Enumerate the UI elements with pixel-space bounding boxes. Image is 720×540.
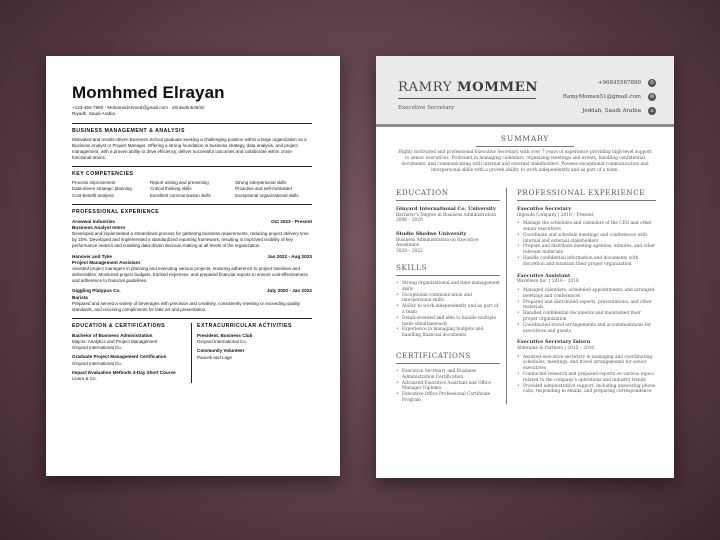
competency-item: Excellent communication skills [150,192,211,198]
job-company: Arowwai Industries [72,218,115,224]
job-title: Executive Secretary [517,206,572,212]
job-description: Prepared and served a variety of beverages with precision and creativity, consistently meeting or exceeding quality standards, and receiving compliments for latte art and presentation. [72,300,301,312]
job-company: Warellere Inc. | 2016 – 2018 [517,279,579,285]
list-item: • Detail-oriented and able to handle multiple tasks simultaneously [396,316,500,328]
competency-item: Critical thinking skills [150,186,192,192]
job-company: Hanover and Tyke [72,253,113,259]
certifications-list [396,369,500,404]
education-detail: Majors: Analytics and Project Management [72,338,158,344]
education-school: Ginyard International Co. University [396,206,496,212]
contact-text: Jeddah, Saudi Arabia [582,107,641,114]
list-item: • Assisted executive secretary in managing and coordinating schedules, meetings, and travel arrangements for senior executives [517,355,656,372]
education-column [72,323,191,382]
resume-subtitle: Executive Secretary [398,105,455,111]
job-bullets [517,221,656,267]
competency-item: Cost-benefit analysis [72,192,114,198]
list-item: • Ability to work independently and as part of a team [396,304,500,316]
list-item: • Experience in managing budgets and handling financial documents [396,327,500,339]
job-role: Business Analyst Intern [72,225,126,231]
job-description: Assisted project managers in planning and executing various projects, ensuring adherence to project timelines and deliverables. Monitored project budgets, tracked expenses, and prepared financial reports to ensure cost-effectiveness and adherence to financial guidelines. [72,266,308,284]
job-entry [517,339,656,395]
section-heading-education: EDUCATION [396,188,449,197]
divider [72,204,312,205]
job-dates: Oct 2023 - Present [271,218,312,224]
list-item: • Handled confidential documents and maintained their proper organization [517,311,656,323]
section-heading-summary: SUMMARY [500,134,550,143]
divider [398,98,536,99]
activities-column [191,323,312,382]
contact-location: Riyadh, Saudi Arabia [72,111,115,117]
resume-header [376,56,674,124]
first-name: RAMRY [398,80,453,95]
list-item: • Executive Office Professional Certificate Program [396,392,500,404]
header-band [376,124,674,127]
education-detail: Ginyard International Co. [72,344,123,350]
summary-text: Motivated and results-driven Business School graduate seeking a challenging position within a large organization as a Business Analyst or Project Manager. Offering a strong foundation in business strategy, data analysis, and project management, with a proven ability to drive efficiency, deliver successful outcomes and collaborate within cross-functional teams. [72,136,307,161]
divider [396,200,500,201]
job-company: Giggling Platypus Co. [72,288,121,294]
competency-item: Exceptional organizational skills [235,192,299,198]
activity-detail: Paucek and Lage [197,354,233,360]
job-role: Barista [72,294,88,300]
contact-info [72,105,312,118]
resume-body [376,188,674,404]
location-icon: ⌂ [648,107,656,115]
divider [396,275,500,276]
contact-info [563,78,656,120]
contact-email [563,92,656,101]
job-entry [72,254,312,285]
job-entry [517,273,656,335]
list-item: • Coordinate and schedule meetings and conferences with internal and external stakeholders [517,233,656,245]
job-entry [72,288,312,313]
education-detail: Ginyard International Co. [72,360,123,366]
education-degree: Bachelor's Degree in Business Administration [396,212,496,218]
job-dates: Jan 2022 - Aug 2023 [267,253,312,259]
competency-item: Proactive and self-motivated [235,186,292,192]
email-icon: ✉ [649,93,655,100]
list-item: • Exceptional communication and interpersonal skills [396,293,500,305]
list-item: • Coordinated travel arrangements and accommodations for executives and guests [517,323,656,335]
phone-icon: ✆ [649,79,655,86]
education-years: 2006 – 2020 [396,218,423,224]
divider [396,363,500,364]
list-item: • Managed calendars, scheduled appointments, and arranged meetings and conferences [517,288,656,300]
job-title: Executive Secretary Intern [517,339,591,346]
divider [72,318,312,319]
section-heading-summary: BUSINESS MANAGEMENT & ANALYSIS [72,127,185,134]
section-heading-certifications: CERTIFICATIONS [396,350,471,360]
job-dates: July 2020 - Jan 2022 [266,288,312,294]
list-item: • Prepare and distribute meeting agendas, minutes, and other relevant materials [517,244,656,256]
list-item: • Handle confidential information and documents with discretion and maintain their proper organization [517,256,656,268]
contact-location [563,106,656,115]
contact-text: RamyMomen51@gmail.com [562,93,641,100]
section-heading-experience: PROFESSIONAL EXPERIENCE [517,188,646,197]
activity-title: President, Business Club [197,332,253,338]
job-description: Developed and implemented a streamlined process for gathering business requirements, reducing project delivery time by 15%. Developed and implemented a standardized reporting framework, resulting in improved visibility of key performance metrics and enabling data-driven decision-making at all levels of the organization. [72,231,309,249]
list-item: • Strong organizational and time-management skills [396,281,500,293]
job-company: Alderaine & Partners | 2015 – 2016 [517,345,595,351]
education-title: Bachelor of Business Administration [72,332,153,338]
bottom-columns [72,323,312,382]
section-heading-skills: SKILLS [396,262,428,272]
contact-phone [563,78,656,87]
activity-detail: Ginyard International Co. [197,338,248,344]
job-company: Ingoude Company | 2016 – Present [517,212,594,218]
resume-right [376,56,674,478]
competency-item: Strong interpersonal skills [235,180,287,186]
education-detail: Licero & Co. [72,376,97,382]
job-bullets [517,355,656,396]
right-column [506,188,656,404]
section-heading-competencies: KEY COMPETENCIES [72,171,134,178]
list-item: • Conducted research and prepared reports on various topics related to the company's operations and industry trends [517,372,656,384]
competency-item: Report writing and presenting [150,180,209,186]
education-years: 2020 – 2022 [396,249,423,255]
competency-item: Data-driven strategic planning [72,186,132,192]
contact-text: +96845567890 [597,79,641,86]
last-name: MOMMEN [456,80,538,95]
education-school: Studio Shodwe University [396,231,467,238]
list-item: • Prepared and distributed reports, presentations, and other materials [517,300,656,312]
section-heading-activities: EXTRACURRICULAR ACTIVITIES [197,323,292,330]
competencies-grid [72,180,312,199]
section-heading-education: EDUCATION & CERTIFICATIONS [72,323,166,330]
job-title: Executive Assistant [517,272,571,279]
left-column [396,188,506,404]
skills-list [396,281,500,339]
education-title: Impact Evaluation Methods 3-Day Short Course [72,370,176,376]
list-item: • Advanced Executive Assistant and Office Manager Diploma [396,381,500,393]
resume-left [46,56,340,476]
contact-line: +123-456-7890 · MohamedAhmed@gmail.com · drinkedin545/in/ [72,105,205,110]
job-bullets [517,288,656,334]
divider [72,123,312,124]
list-item: • Executive Secretary and Business Administration Certification [396,369,500,381]
job-entry [517,206,656,268]
resume-name: Momhmed Elrayan [72,83,225,102]
education-degree: Business Administration on Executive Assistance [396,237,479,249]
job-role: Project Management Assistant [72,259,141,265]
competency-item: Process improvement [72,180,116,186]
education-title: Graduate Project Management Certification [72,354,167,360]
divider [72,166,312,167]
list-item: • Manage the schedules and calendars of the CEO and other senior executives [517,221,656,233]
activity-title: Community Volunteer [197,348,245,354]
summary-text: Highly motivated and professional Executive Secretary with over 7 years of experience providing high-level support to senior executives. Proficient in managing calendars, organizing meetings and events, handling confidential documents, and communicating with internal and external stakeholders. Possess exceptional communication and interpersonal skills with a proven ability to work independently and as part of a team. [398,150,652,173]
job-entry [72,219,312,250]
section-heading-experience: PROFESSIONAL EXPERIENCE [72,208,160,215]
list-item: • Provided administrative support, including answering phone calls, responding to emails, and preparing correspondence [517,384,656,396]
divider [517,200,656,201]
